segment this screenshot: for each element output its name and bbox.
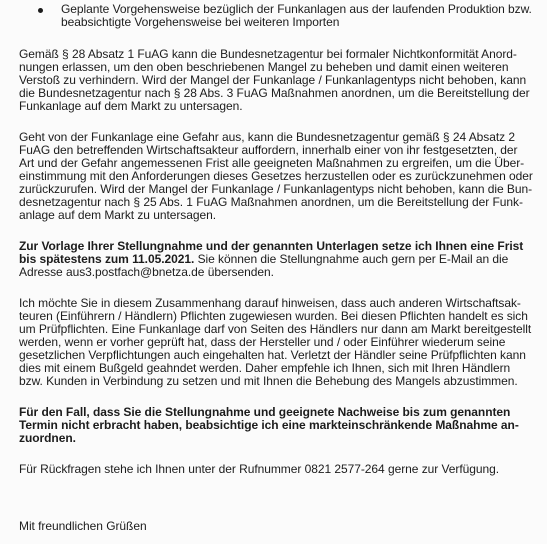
- paragraph-line: Ich möchte Sie in diesem Zusammenhang darauf hinweisen, dass auch anderen Wirtschaftsak-: [19, 296, 521, 310]
- paragraph-line: anlage auf dem Markt zu untersagen.: [19, 208, 217, 222]
- deadline-rest: Sie können die Stellungnahme auch gern per E-Mail an die: [194, 252, 509, 266]
- notice-line: Für den Fall, dass Sie die Stellungnahme und geeignete Nachweise bis zum genannten: [19, 405, 511, 419]
- deadline-date: bis spätestens zum 11.05.2021.: [19, 252, 195, 266]
- bullet-item-line: Geplante Vorgehensweise bezüglich der Funkanlagen aus der laufenden Produktion bzw.: [61, 2, 532, 16]
- bullet-item-line: beabsichtigte Vorgehensweise bei weiteren Importen: [61, 15, 340, 29]
- paragraph-line: einstimmung mit den Anforderungen dieses Gesetzes herzustellen oder es zurückzunehmen oder: [19, 169, 533, 183]
- deadline-line: Zur Vorlage Ihrer Stellungnahme und der genannten Unterlagen setze ich Ihnen eine Frist: [19, 239, 524, 253]
- closing-greeting: Mit freundlichen Grüßen: [19, 519, 147, 533]
- paragraph-line: gesetzlichen Verpflichtungen auch eingehalten hat. Verletzt der Händler seine Prüfpflichten kann: [19, 348, 526, 362]
- paragraph-line: Gemäß § 28 Absatz 1 FuAG kann die Bundesnetzagentur bei formaler Nichtkonformität Anord-: [19, 47, 517, 61]
- paragraph-line: Geht von der Funkanlage eine Gefahr aus, kann die Bundesnetzagentur gemäß § 24 Absatz 2: [19, 130, 515, 144]
- email-line: Adresse aus3.postfach@bnetza.de übersenden.: [19, 265, 274, 279]
- paragraph-line: bzw. Kunden in Verbindung zu setzen und mit Ihnen die Behebung des Mangels abzustimmen.: [19, 374, 518, 388]
- paragraph-line: desnetzagentur nach § 25 Abs. 1 FuAG Maßnahmen anordnen, um die Bereitstellung der Funk-: [19, 195, 523, 209]
- paragraph-line: werden, wenn er vorher geprüft hat, dass der Hersteller und / oder Einführer wiederum seine: [19, 335, 506, 349]
- paragraph-line: teuren (Einführern / Händlern) Pflichten zugewiesen wurden. Bei diesen Pflichten handelt es sich: [19, 309, 528, 323]
- paragraph-line: um Prüfpflichten. Eine Funkanlage darf von Seiten des Händlers nur dann am Markt bereitgestellt: [19, 322, 532, 336]
- bullet-point: [38, 8, 43, 13]
- paragraph-line: FuAG den betreffenden Wirtschaftsakteur auffordern, innerhalb einer von ihr festgesetzten, der: [19, 143, 518, 157]
- notice-line: Termin nicht erbracht haben, beabsichtige ich eine markteinschränkende Maßnahme an-: [19, 418, 519, 432]
- paragraph-line: Verstoß zu verhindern. Wird der Mangel der Funkanlage / Funkanlagentyps nicht behoben, kann: [19, 73, 527, 87]
- paragraph-line: die Bundesnetzagentur nach § 28 Abs. 3 FuAG Maßnahmen anordnen, um die Bereitstellung der: [19, 86, 530, 100]
- paragraph-line: Funkanlage auf dem Markt zu untersagen.: [19, 99, 243, 113]
- contact-line: Für Rückfragen stehe ich Ihnen unter der Rufnummer 0821 2577-264 gerne zur Verfügung.: [19, 462, 500, 476]
- paragraph-line: zurückzurufen. Wird der Mangel der Funkanlage / Funkanlagentyps nicht behoben, kann die Bun-: [19, 182, 533, 196]
- paragraph-line: Art und der Gefahr angemessenen Frist alle geeigneten Maßnahmen zu ergreifen, um die Über-: [19, 156, 525, 170]
- paragraph-line: nungen erlassen, um den oben beschriebenen Mangel zu beheben und damit einen weiteren: [19, 60, 509, 74]
- notice-line: zuordnen.: [19, 431, 76, 445]
- paragraph-line: dies mit einem Bußgeld geahndet werden. Daher empfehle ich Ihnen, sich mit Ihren Händlern: [19, 361, 511, 375]
